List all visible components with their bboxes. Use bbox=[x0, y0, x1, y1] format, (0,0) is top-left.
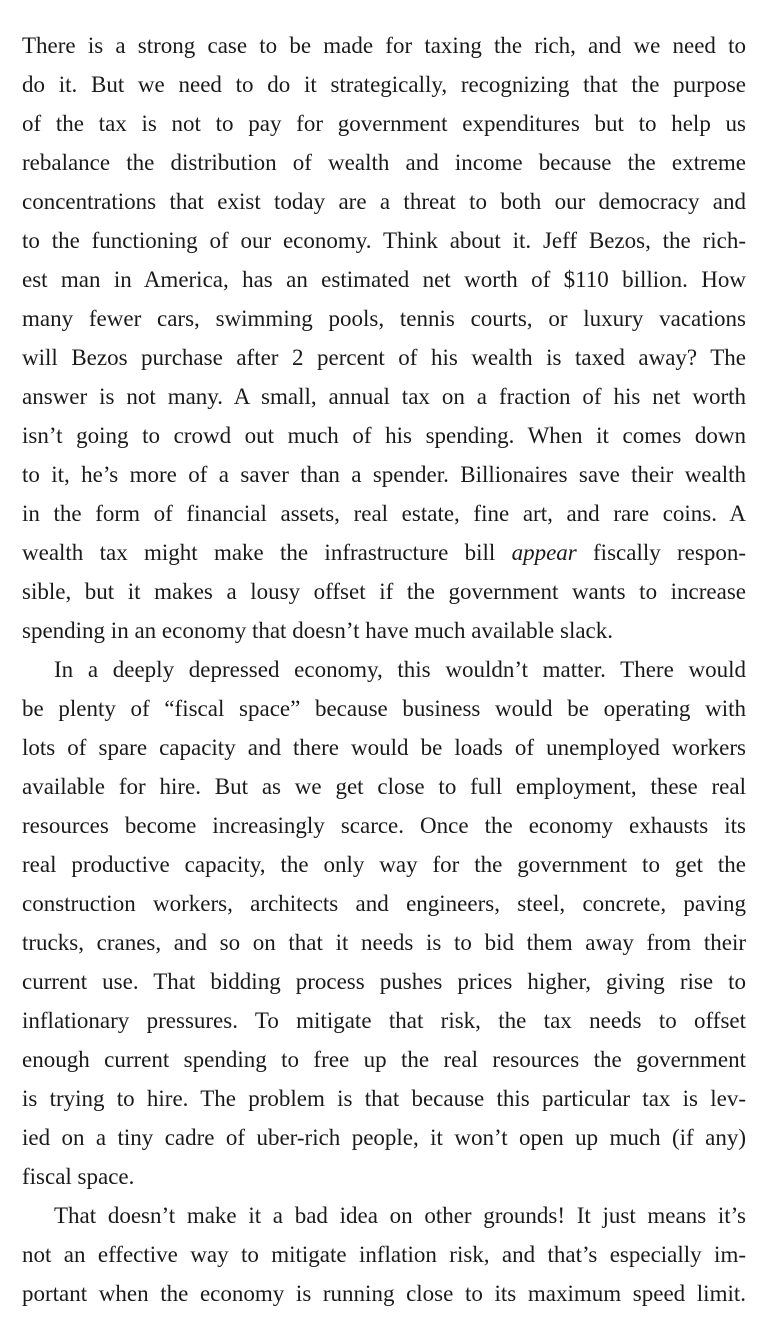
text-run: fiscally respon- bbox=[576, 540, 746, 565]
text-line: of the tax is not to pay for government expenditures but to help us bbox=[22, 111, 746, 136]
text-line: answer is not many. A small, annual tax on a fraction of his net worth bbox=[22, 384, 746, 409]
text-line: resources become increasingly scarce. Once the economy exhausts its bbox=[22, 813, 746, 838]
text-line: There is a strong case to be made for taxing the rich, and we need to bbox=[22, 33, 746, 58]
text-line: is trying to hire. The problem is that because this particular tax is lev- bbox=[22, 1086, 746, 1111]
text-line: real productive capacity, the only way for the government to get the bbox=[22, 852, 746, 877]
text-line: will Bezos purchase after 2 percent of his wealth is taxed away? The bbox=[22, 345, 746, 370]
text-line: be plenty of “fiscal space” because business would be operating with bbox=[22, 696, 746, 721]
text-run: wealth tax might make the infrastructure bill bbox=[22, 540, 512, 565]
italic-text: appear bbox=[511, 540, 577, 565]
text-line: inflationary pressures. To mitigate that risk, the tax needs to offset bbox=[22, 1008, 746, 1033]
text-line bbox=[22, 533, 746, 572]
text-line: spending in an economy that doesn’t have much available slack. bbox=[22, 618, 614, 643]
text-line: est man in America, has an estimated net worth of $110 billion. How bbox=[22, 267, 746, 292]
text-line: ied on a tiny cadre of uber-rich people, it won’t open up much (if any) bbox=[22, 1125, 746, 1150]
text-line: available for hire. But as we get close to full employment, these real bbox=[22, 774, 746, 799]
text-line: concentrations that exist today are a threat to both our democracy and bbox=[22, 189, 746, 214]
text-line: fiscal space. bbox=[22, 1164, 135, 1189]
text-line: in the form of financial assets, real estate, fine art, and rare coins. A bbox=[22, 501, 746, 526]
text-line: trucks, cranes, and so on that it needs is to bid them away from their bbox=[22, 930, 746, 955]
document-page bbox=[22, 26, 746, 1313]
text-line: to it, he’s more of a saver than a spender. Billionaires save their wealth bbox=[22, 462, 746, 487]
text-line: current use. That bidding process pushes prices higher, giving rise to bbox=[22, 969, 746, 994]
text-line: isn’t going to crowd out much of his spending. When it comes down bbox=[22, 423, 746, 448]
text-line: lots of spare capacity and there would be loads of unemployed workers bbox=[22, 735, 746, 760]
text-line: sible, but it makes a lousy offset if the government wants to increase bbox=[22, 579, 746, 604]
text-line: many fewer cars, swimming pools, tennis courts, or luxury vacations bbox=[22, 306, 746, 331]
text-line: to the functioning of our economy. Think about it. Jeff Bezos, the rich- bbox=[22, 228, 746, 253]
paragraph-1 bbox=[22, 26, 746, 650]
text-line: That doesn’t make it a bad idea on other grounds! It just means it’s bbox=[54, 1203, 746, 1228]
text-line: not an effective way to mitigate inflation risk, and that’s especially im- bbox=[22, 1242, 746, 1267]
text-line: construction workers, architects and engineers, steel, concrete, paving bbox=[22, 891, 746, 916]
text-line: portant when the economy is running close to its maximum speed limit. bbox=[22, 1281, 746, 1306]
text-line: rebalance the distribution of wealth and income because the extreme bbox=[22, 150, 746, 175]
paragraph-2 bbox=[22, 650, 746, 1196]
text-line: In a deeply depressed economy, this wouldn’t matter. There would bbox=[54, 657, 746, 682]
paragraph-3 bbox=[22, 1196, 746, 1313]
text-line: enough current spending to free up the real resources the government bbox=[22, 1047, 746, 1072]
text-line: do it. But we need to do it strategically, recognizing that the purpose bbox=[22, 72, 746, 97]
